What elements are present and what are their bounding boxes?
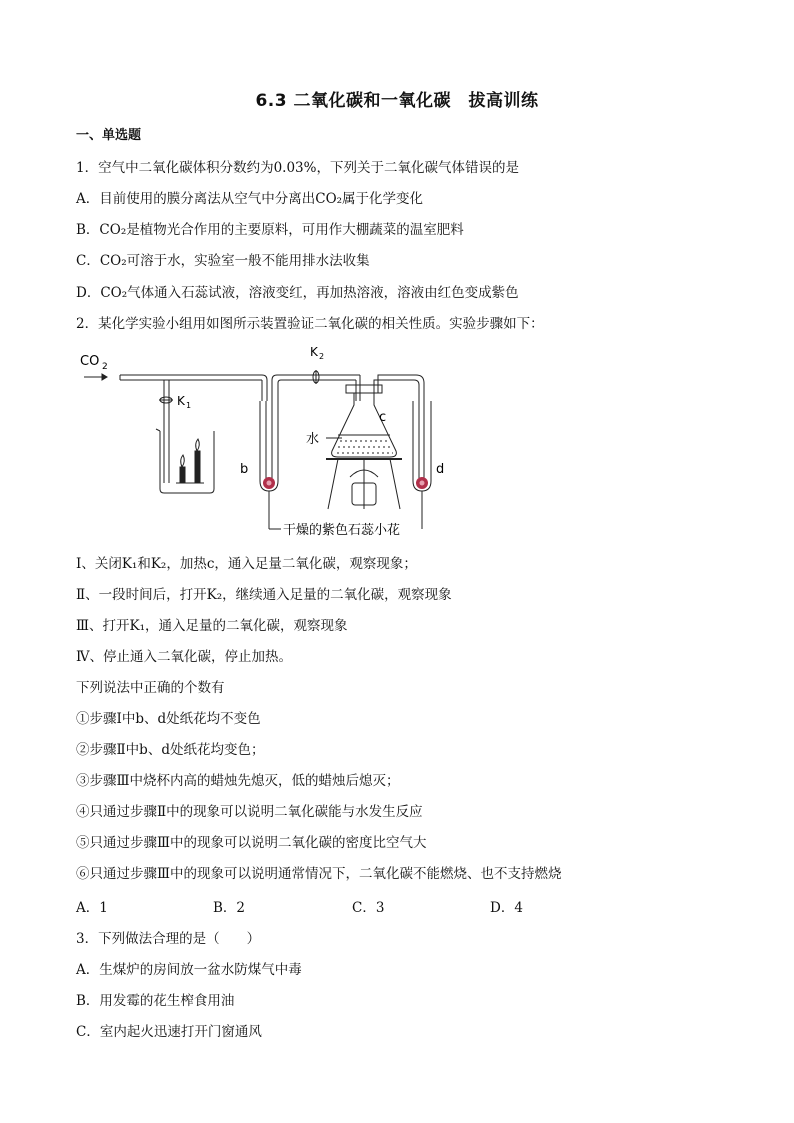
stopper <box>346 385 382 393</box>
page-title: 6.3 二氧化碳和一氧化碳 拔高训练 <box>255 91 539 111</box>
k1-label: K <box>177 394 185 408</box>
q3-option-b: B．用发霉的花生榨食用油 <box>76 993 235 1009</box>
apparatus-figure <box>76 343 556 543</box>
q1-stem: 1．空气中二氧化碳体积分数约为0.03%，下列关于二氧化碳气体错误的是 <box>76 160 519 176</box>
water-label: 水 <box>306 432 320 447</box>
inlet-arrowhead <box>102 374 107 380</box>
q1-option-d: D．CO₂气体通入石蕊试液，溶液变红，再加热溶液，溶液由红色变成紫色 <box>76 285 519 301</box>
q2-option-b: B．2 <box>213 900 246 916</box>
label-d: d <box>436 462 445 477</box>
q1-option-b: B．CO₂是植物光合作用的主要原料，可用作大棚蔬菜的温室肥料 <box>76 222 464 238</box>
q3-option-c: C．室内起火迅速打开门窗通风 <box>76 1024 262 1040</box>
outlet-tube <box>374 380 419 401</box>
low-candle <box>180 467 185 483</box>
q2-step-2: Ⅱ、一段时间后，打开K₂，继续通入足量的二氧化碳，观察现象 <box>76 587 452 603</box>
q3-stem: 3．下列做法合理的是（ ） <box>76 931 261 947</box>
q2-option-c: C．3 <box>352 900 385 916</box>
label-b: b <box>240 462 249 477</box>
beaker <box>160 431 214 493</box>
k2-subscript: 2 <box>319 352 325 361</box>
q2-option-a: A．1 <box>76 900 108 916</box>
q1-option-c: C．CO₂可溶于水，实验室一般不能用排水法收集 <box>76 253 370 269</box>
q2-statement-3: ③步骤Ⅲ中烧杯内高的蜡烛先熄灭，低的蜡烛后熄灭； <box>76 773 400 789</box>
q3-option-a: A．生煤炉的房间放一盆水防煤气中毒 <box>76 962 302 978</box>
q2-statement-4: ④只通过步骤Ⅱ中的现象可以说明二氧化碳能与水发生反应 <box>76 804 423 820</box>
apparatus-diagram <box>76 343 556 543</box>
q2-step-4: Ⅳ、停止通入二氧化碳，停止加热。 <box>76 649 292 665</box>
q2-statement-5: ⑤只通过步骤Ⅲ中的现象可以说明二氧化碳的密度比空气大 <box>76 835 427 851</box>
q2-statement-6: ⑥只通过步骤Ⅲ中的现象可以说明通常情况下，二氧化碳不能燃烧、也不支持燃烧 <box>76 866 562 882</box>
q2-statement-1: ①步骤Ⅰ中b、d处纸花均不变色 <box>76 711 261 727</box>
k1-subscript: 1 <box>186 401 192 410</box>
co2-label: CO <box>80 354 100 369</box>
low-flame <box>181 455 185 467</box>
q2-prompt: 下列说法中正确的个数有 <box>76 680 225 696</box>
q1-option-a: A．目前使用的膜分离法从空气中分离出CO₂属于化学变化 <box>76 191 424 207</box>
label-c: c <box>379 410 387 425</box>
co2-subscript: 2 <box>102 362 108 372</box>
tripod-leg <box>328 459 338 509</box>
figure-caption: 干燥的紫色石蕊小花 <box>283 523 401 538</box>
high-candle <box>195 451 200 483</box>
q2-step-1: Ⅰ、关闭K₁和K₂，加热c，通入足量二氧化碳，观察现象； <box>76 556 417 572</box>
k2-label: K <box>310 345 318 359</box>
q2-statement-2: ②步骤Ⅱ中b、d处纸花均变色； <box>76 742 265 758</box>
q2-option-d: D．4 <box>490 900 523 916</box>
q2-step-3: Ⅲ、打开K₁，通入足量的二氧化碳，观察现象 <box>76 618 348 634</box>
high-flame <box>196 439 200 451</box>
section-heading: 一、单选题 <box>76 128 142 143</box>
q2-stem: 2．某化学实验小组用如图所示装置验证二氧化碳的相关性质。实验步骤如下： <box>76 316 544 332</box>
